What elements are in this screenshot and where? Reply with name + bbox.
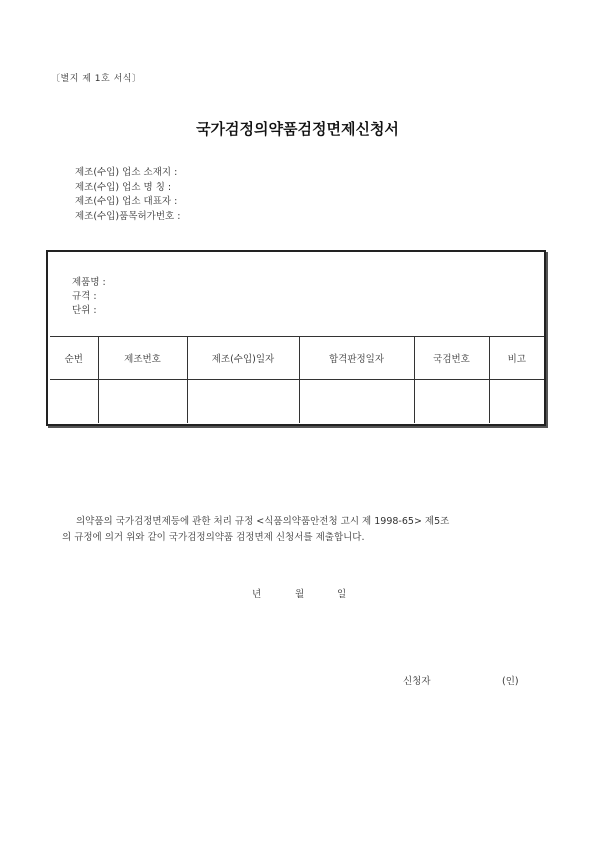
product-spec-label: 규격 :	[72, 291, 97, 302]
date-month-label: 월	[295, 589, 305, 600]
header-pass-date: 합격판정일자	[299, 337, 414, 380]
cell-inspection-number[interactable]	[414, 380, 489, 424]
header-inspection-number: 국검번호	[414, 337, 489, 380]
product-unit-label: 단위 :	[72, 305, 97, 316]
cell-remarks[interactable]	[489, 380, 544, 424]
form-number: 〔별지 제 1호 서식〕	[51, 74, 142, 84]
header-lot-number: 제조번호	[98, 337, 187, 380]
applicant-signature-label: 신청자	[403, 676, 431, 687]
header-remarks: 비고	[489, 337, 544, 380]
cell-lot-number[interactable]	[98, 380, 187, 424]
date-year-label: 년	[252, 589, 262, 600]
cell-seq[interactable]	[50, 380, 98, 424]
applicant-representative-label: 제조(수입) 업소 대표자 :	[75, 196, 178, 207]
cell-manufacture-date[interactable]	[187, 380, 299, 424]
table-row	[50, 380, 544, 424]
statement-line-1: 의약품의 국가검정면제등에 관한 처리 규정 <식품의약품안전청 고시 제 1998-65> 제5조	[76, 516, 450, 527]
applicant-address-label: 제조(수입) 업소 소재지 :	[75, 167, 178, 178]
product-info	[72, 276, 106, 318]
date-day-label: 일	[337, 589, 347, 600]
applicant-license-label: 제조(수입)품목허가번호 :	[75, 210, 181, 222]
lot-table	[50, 336, 544, 423]
product-table-box	[46, 250, 546, 426]
header-seq: 순번	[50, 337, 98, 380]
cell-pass-date[interactable]	[299, 380, 414, 424]
statement-line-2: 의 규정에 의거 위와 같이 국가검정의약품 검정면제 신청서를 제출합니다.	[62, 532, 365, 543]
seal-mark: (인)	[502, 676, 519, 687]
product-name-label: 제품명 :	[72, 277, 106, 288]
header-manufacture-date: 제조(수입)일자	[187, 337, 299, 380]
table-header-row	[50, 337, 544, 380]
document-title: 국가검정의약품검정면제신청서	[196, 120, 399, 138]
statement	[62, 514, 542, 546]
applicant-name-label: 제조(수입) 업소 명 칭 :	[75, 181, 172, 193]
applicant-info	[75, 166, 180, 224]
